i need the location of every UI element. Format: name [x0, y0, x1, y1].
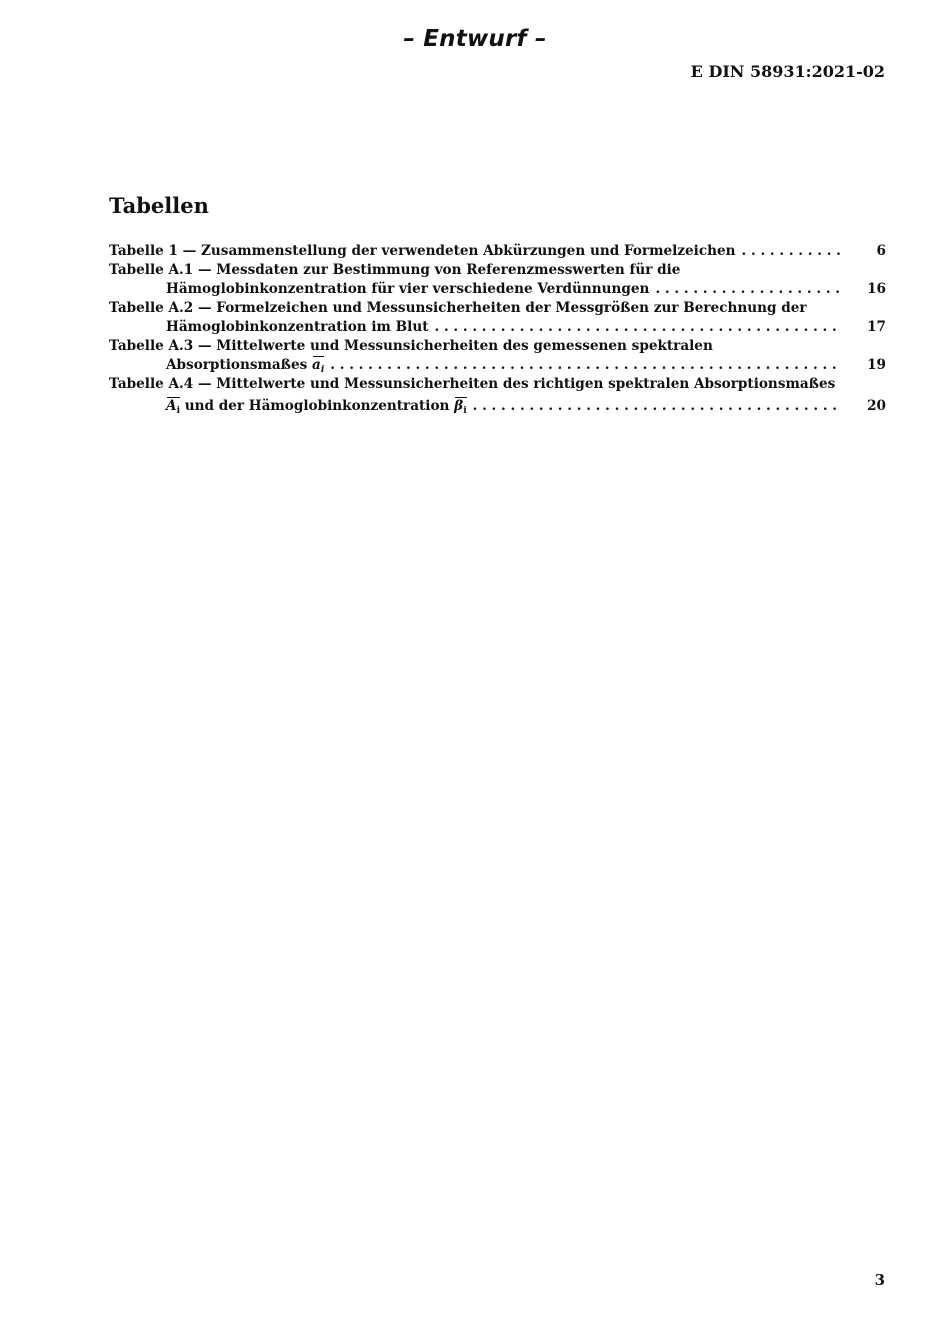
toc-entry-words: und der Hämoglobinkonzentration — [184, 398, 450, 414]
page-number: 3 — [874, 1271, 885, 1289]
toc-entry-text: Tabelle A.1 — Messdaten zur Bestimmung von Referenzmesswerten für die — [109, 262, 681, 278]
document-id: E DIN 58931:2021-02 — [690, 62, 885, 81]
math-symbol-base: a — [312, 357, 321, 373]
toc-entry-text-continued — [166, 397, 473, 416]
overline-mark — [455, 397, 466, 398]
math-symbol-a-bar-i — [312, 356, 324, 375]
toc-entry-text: Tabelle 1 — Zusammenstellung der verwendeten Abkürzungen und Formelzeichen — [109, 243, 736, 259]
toc-page-number: 16 — [867, 281, 886, 297]
dot-leader — [330, 356, 842, 375]
toc-entry-text: Tabelle A.2 — Formelzeichen und Messunsicherheiten der Messgrößen zur Berechnung der — [109, 300, 807, 316]
toc-entry-text: Tabelle A.4 — Mittelwerte und Messunsicherheiten des richtigen spektralen Absorptionsmaßes — [109, 376, 836, 392]
toc-entry-text: Tabelle A.3 — Mittelwerte und Messunsicherheiten des gemessenen spektralen — [109, 338, 713, 354]
math-symbol-beta-bar-i — [454, 397, 466, 416]
toc-entry-text-continued: Hämoglobinkonzentration im Blut — [166, 319, 429, 335]
dot-leader — [473, 397, 842, 416]
math-symbol-base: A — [166, 398, 177, 414]
table-of-tables — [109, 242, 886, 416]
draft-watermark-label: – Entwurf – — [403, 26, 547, 52]
dot-leader — [434, 318, 842, 337]
section-title: Tabellen — [109, 193, 209, 218]
math-symbol-subscript: i — [320, 365, 325, 375]
math-symbol-subscript: i — [176, 406, 180, 416]
dot-leader — [742, 242, 842, 261]
math-symbol-A-bar-i — [166, 397, 180, 416]
toc-entry-text-continued — [166, 356, 330, 375]
math-symbol-base: β — [454, 398, 464, 414]
toc-entry-word: Absorptionsmaßes — [166, 357, 308, 373]
toc-entry-text-continued: Hämoglobinkonzentration für vier verschiedene Verdünnungen — [166, 281, 650, 297]
toc-page-number: 6 — [876, 243, 886, 259]
toc-page-number: 19 — [867, 357, 886, 373]
toc-entry-tabelle-1[interactable] — [109, 242, 886, 261]
overline-mark — [167, 397, 180, 398]
toc-entry-tabelle-a4[interactable] — [109, 375, 886, 416]
toc-page-number: 17 — [867, 319, 886, 335]
toc-entry-tabelle-a2[interactable] — [109, 299, 886, 337]
math-symbol-subscript: i — [463, 406, 467, 416]
overline-mark — [313, 356, 324, 357]
dot-leader — [655, 280, 842, 299]
toc-entry-tabelle-a3[interactable] — [109, 337, 886, 375]
toc-page-number: 20 — [867, 398, 886, 414]
toc-entry-tabelle-a1[interactable] — [109, 261, 886, 299]
